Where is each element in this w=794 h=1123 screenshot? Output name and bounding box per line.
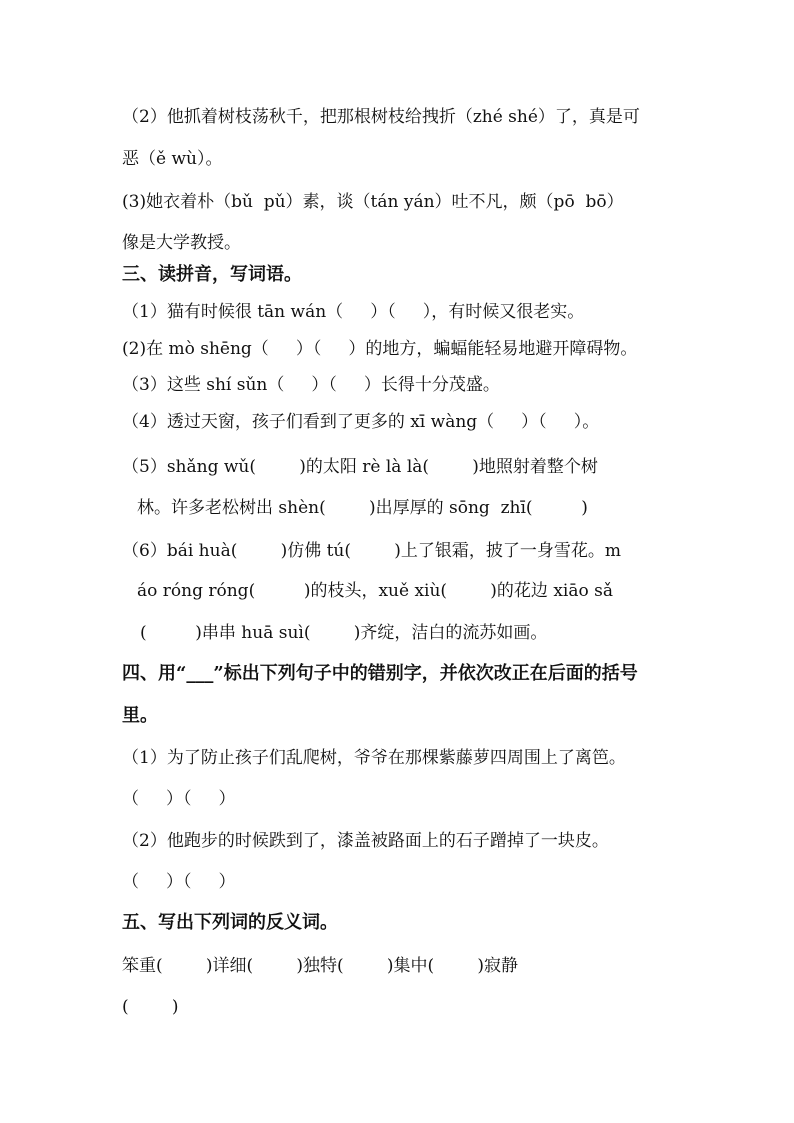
s5-antonyms-line1: 笨重( )详细( )独特( )集中( )寂静 [122,956,518,976]
s4-q1-blanks: （ ）（ ） [122,789,236,809]
s4-q2: （2）他跑步的时候跌到了，漆盖被路面上的石子蹭掉了一块皮。 [122,831,609,851]
s3-item1: （1）猫有时候很 tān wán（ ）（ ），有时候又很老实。 [122,302,585,322]
s4-q2-blanks: （ ）（ ） [122,872,236,892]
section4-heading: 四、用“___”标出下列句子中的错别字，并依次改正在后面的括号 [122,663,638,684]
s3-item3: （3）这些 shí sǔn（ ）（ ）长得十分茂盛。 [122,375,500,395]
s3-item5-line2: 林。许多老松树出 shèn( )出厚厚的 sōng zhī( ) [137,498,588,518]
section4-heading-cont: 里。 [122,705,158,726]
s4-q1: （1）为了防止孩子们乱爬树，爷爷在那棵紫藤萝四周围上了离笆。 [122,748,626,768]
section5-heading: 五、写出下列词的反义词。 [122,912,338,933]
q2-text-line1: （2）他抓着树枝荡秋千，把那根树枝给拽折（zhé shé）了，真是可 [122,107,640,127]
q3-text-line1: (3)她衣着朴（bǔ pǔ）素，谈（tán yán）吐不凡，颇（pō bō） [122,192,624,212]
s5-antonyms-line2: ( ) [122,997,179,1017]
s3-item6-line3: ( )串串 huā suì( )齐绽，洁白的流苏如画。 [140,623,548,643]
s3-item4: （4）透过天窗，孩子们看到了更多的 xī wàng（ ）（ ）。 [122,412,600,432]
q3-text-line2: 像是大学教授。 [122,233,241,253]
s3-item2: (2)在 mò shēng（ ）（ ）的地方，蝙蝠能轻易地避开障碍物。 [122,339,638,359]
section3-heading: 三、读拼音，写词语。 [122,264,302,285]
s3-item6-line2: áo róng róng( )的枝头，xuě xiù( )的花边 xiāo sǎ [137,581,613,601]
s3-item6-line1: （6）bái huà( )仿佛 tú( )上了银霜，披了一身雪花。m [122,541,622,561]
q2-text-line2: 恶（ě wù）。 [122,149,223,169]
s3-item5-line1: （5）shǎng wǔ( )的太阳 rè là là( )地照射着整个树 [122,457,598,477]
